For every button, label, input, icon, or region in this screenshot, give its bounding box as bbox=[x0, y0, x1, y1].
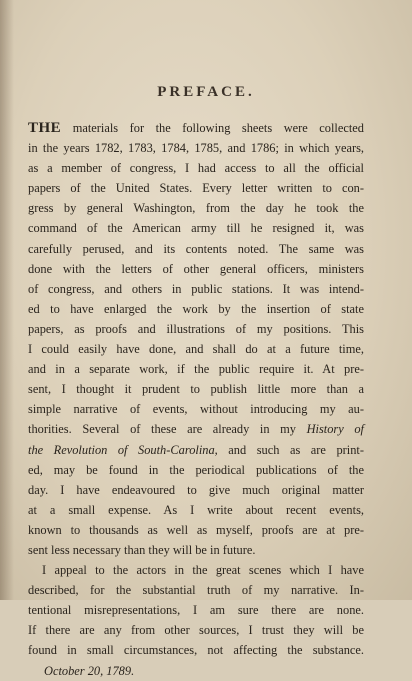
text-line: sent, I thought it prudent to publish little more than a bbox=[28, 382, 364, 397]
text-line: found in small circumstances, not affecting the substance. bbox=[28, 643, 364, 658]
text-line: the Revolution of South-Carolina, and such as are print- bbox=[28, 442, 364, 457]
text-line: tentional misrepresentations, I am sure there are none. bbox=[28, 603, 364, 618]
text-line: thorities. Several of these are already in my History of bbox=[28, 422, 364, 437]
text-line: papers of the United States. Every letter written to con- bbox=[28, 181, 364, 196]
text-line: command of the American army till he resigned it, was bbox=[28, 221, 364, 236]
text-line: in the years 1782, 1783, 1784, 1785, and 1786; in which years, bbox=[28, 141, 364, 156]
text-line: If there are any from other sources, I trust they will be bbox=[28, 623, 364, 638]
text-line: carefully perused, and its contents noted. The same was bbox=[28, 241, 364, 256]
text-line: I could easily have done, and shall do at a future time, bbox=[28, 342, 364, 357]
text-line: known to thousands as well as myself, proofs are at pre- bbox=[28, 522, 364, 537]
preface-body bbox=[28, 118, 364, 681]
text-line: ed, may be found in the periodical publications of the bbox=[28, 462, 364, 477]
book-title-italic: the Revolution of South-Carolina, bbox=[28, 442, 218, 457]
drop-cap-word: THE bbox=[28, 120, 62, 136]
text-line: simple narrative of events, without introducing my au- bbox=[28, 402, 364, 417]
text-line: as a member of congress, I had access to all the official bbox=[28, 161, 364, 176]
signoff-date: October 20, 1789. bbox=[44, 663, 135, 678]
text-line: gress by general Washington, from the day he took the bbox=[28, 201, 364, 216]
text-line: done with the letters of other general officers, ministers bbox=[28, 261, 364, 276]
text-line: THE materials for the following sheets were collected bbox=[28, 120, 364, 136]
book-title-italic: History of bbox=[306, 422, 364, 437]
text-line: sent less necessary than they will be in future. bbox=[28, 542, 256, 557]
text-line: and in a separate work, if the public require it. At pre- bbox=[28, 362, 364, 377]
text-line: of congress, and others in public stations. It was intend- bbox=[28, 281, 364, 296]
text-line: ed to have enlarged the work by the insertion of state bbox=[28, 301, 364, 316]
page-title: PREFACE. bbox=[157, 84, 255, 100]
text-line: papers, as proofs and illustrations of my positions. This bbox=[28, 321, 364, 336]
text-line: day. I have endeavoured to give much original matter bbox=[28, 482, 364, 497]
text-line: described, for the substantial truth of my narrative. In- bbox=[28, 583, 364, 598]
text-line: I appeal to the actors in the great scenes which I have bbox=[42, 563, 364, 578]
text-line: at a small expense. As I write about recent events, bbox=[28, 502, 364, 517]
